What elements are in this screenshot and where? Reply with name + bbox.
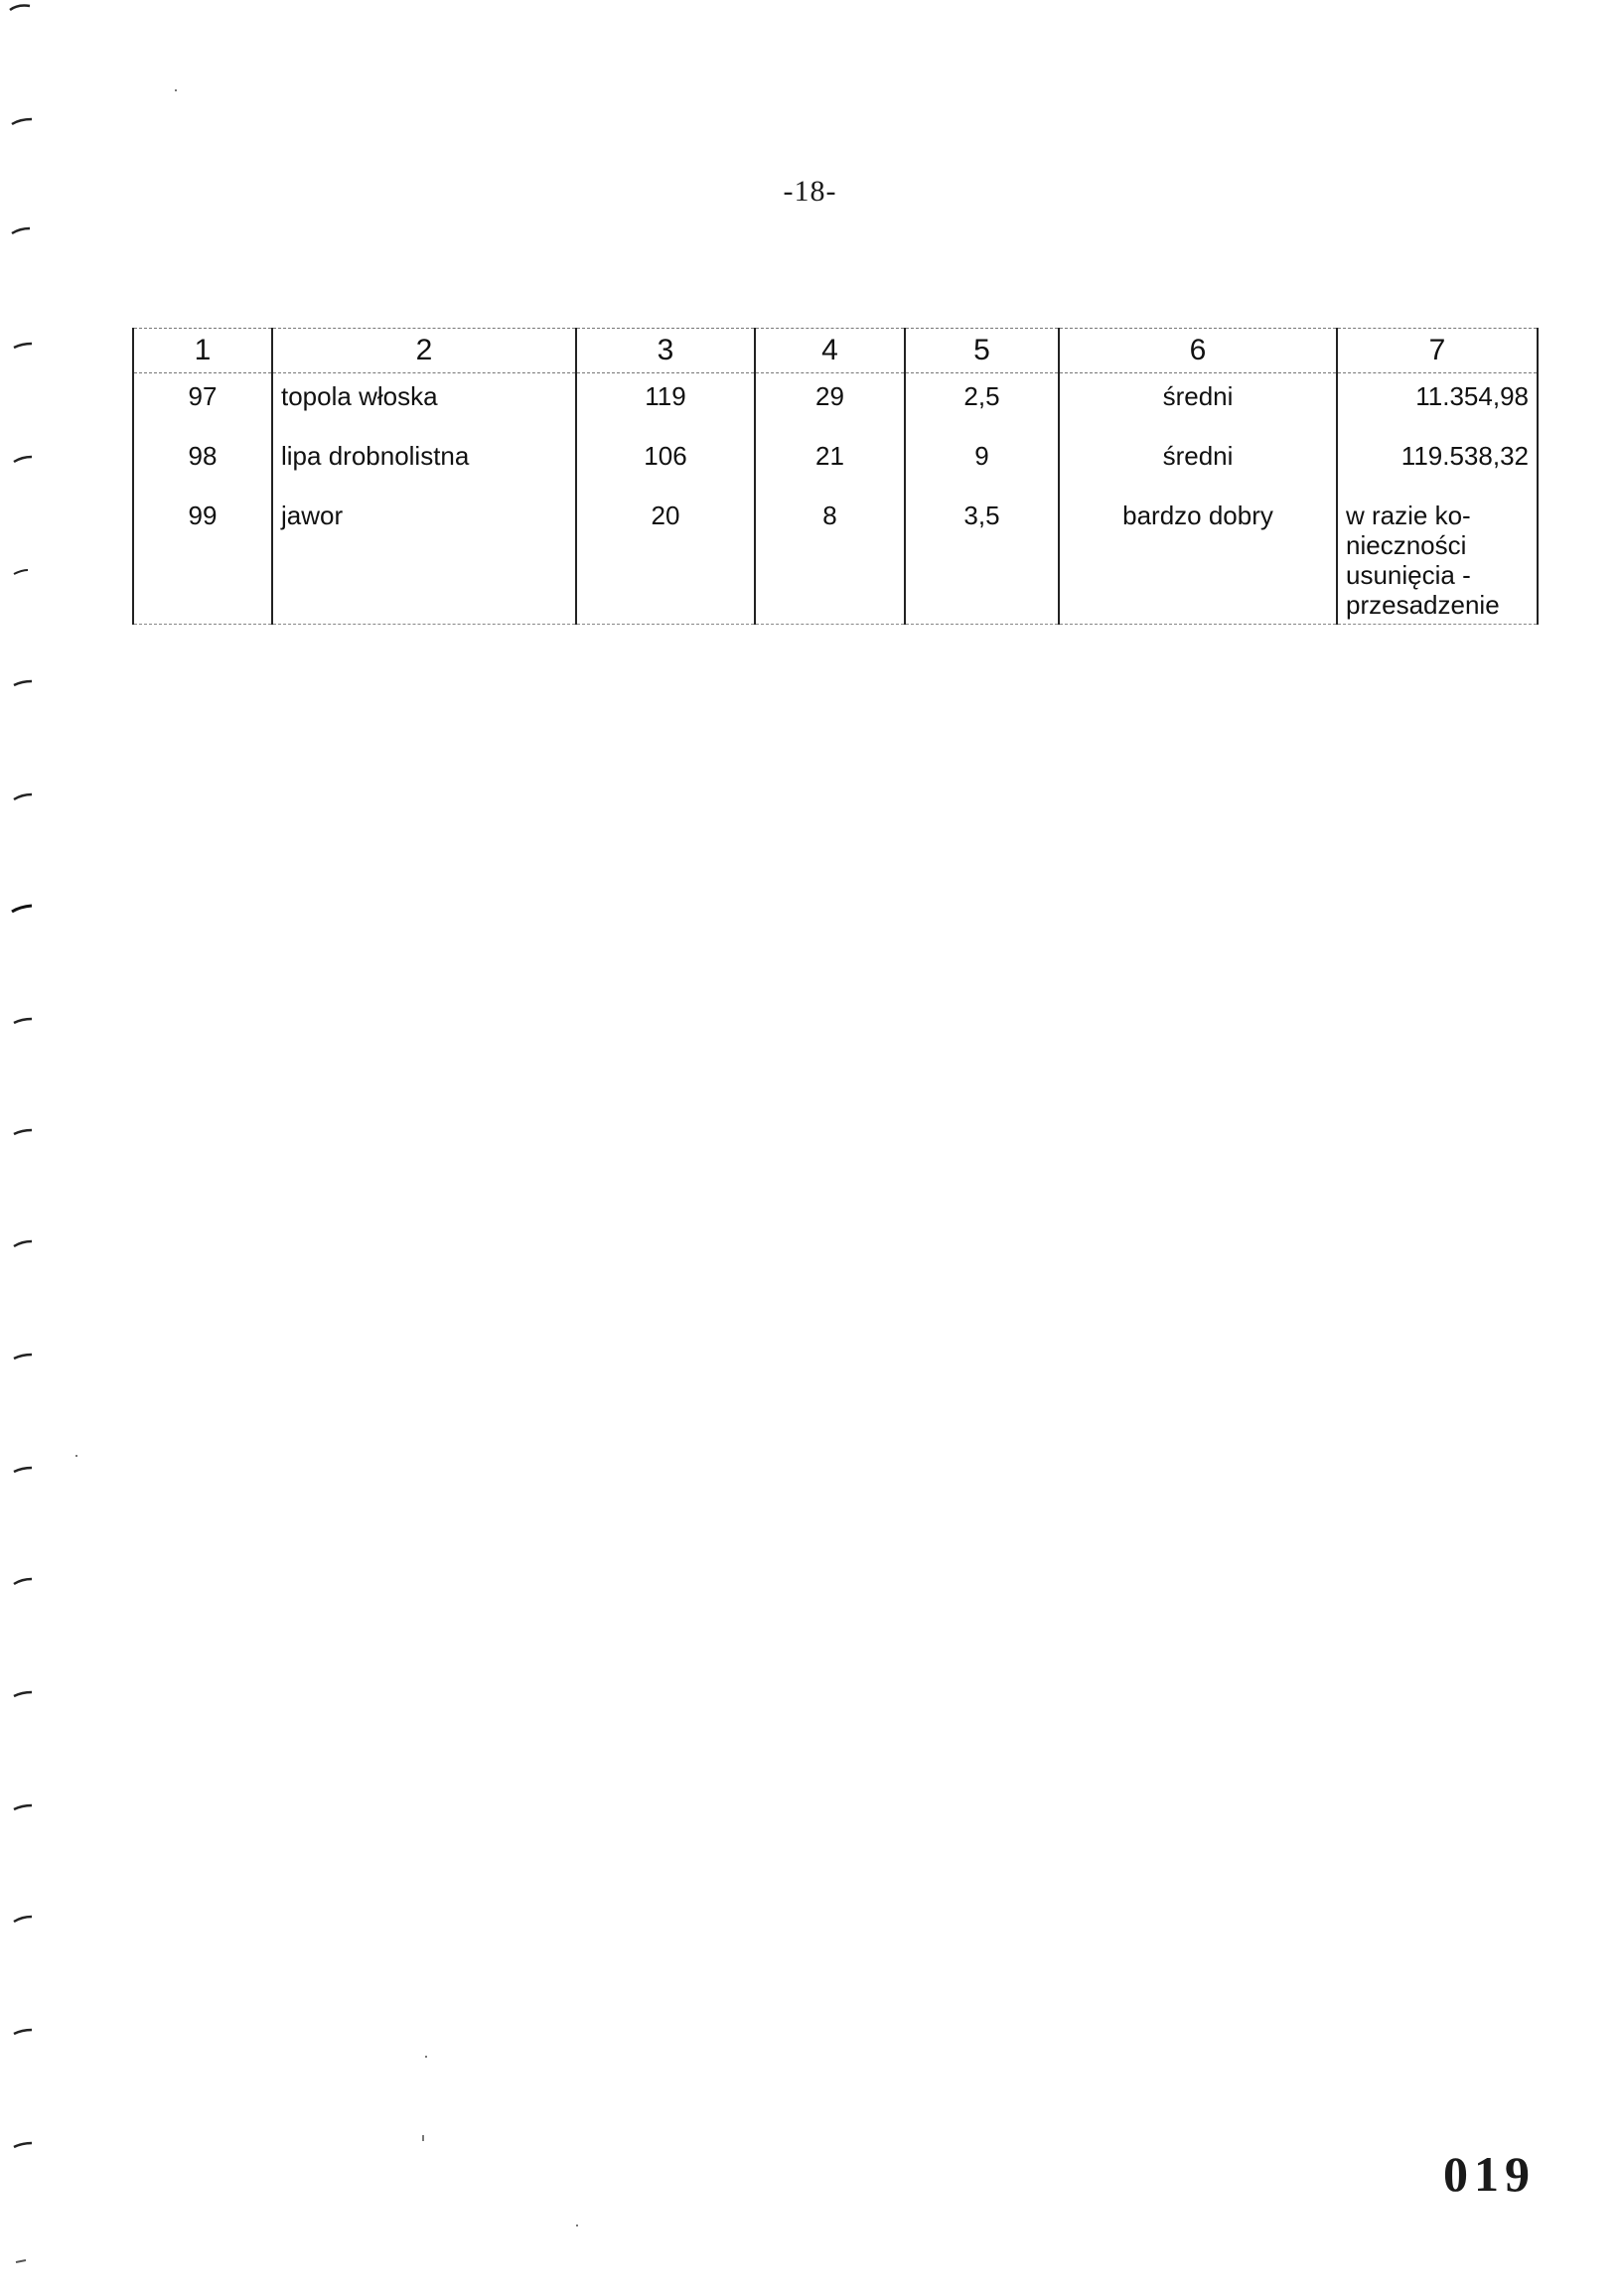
table-cell-value: 20 [576,493,755,625]
scan-speck [425,2056,427,2058]
table-cell-amount: 11.354,98 [1337,373,1538,434]
table-cell-value: 2,5 [905,373,1059,434]
page-number: -18- [783,175,837,208]
table-cell-value: 9 [905,433,1059,493]
scan-speck [75,1455,77,1457]
binder-margin-marks [0,0,60,2296]
table-cell-note: w razie ko- nieczności usunięcia - przesadzenie [1337,493,1538,625]
table-cell-species: lipa drobnolistna [272,433,576,493]
table-row [133,493,1538,625]
column-header: 6 [1059,329,1337,373]
table-cell-condition: średni [1059,373,1337,434]
table-cell-value: 119 [576,373,755,434]
table-cell-value: 8 [755,493,905,625]
table-cell-condition: bardzo dobry [1059,493,1337,625]
table-cell-number: 98 [133,433,272,493]
table-row [133,373,1538,434]
table-cell-number: 99 [133,493,272,625]
table-cell-number: 97 [133,373,272,434]
table-row [133,433,1538,493]
table-cell-amount: 119.538,32 [1337,433,1538,493]
table-cell-value: 21 [755,433,905,493]
table-cell-condition: średni [1059,433,1337,493]
column-header: 2 [272,329,576,373]
table-header-row [133,329,1538,373]
table-cell-value: 29 [755,373,905,434]
column-header: 1 [133,329,272,373]
table-cell-value: 106 [576,433,755,493]
scan-speck [175,89,177,91]
table-cell-species: jawor [272,493,576,625]
table-cell-species: topola włoska [272,373,576,434]
scan-speck [422,2135,424,2141]
document-stamp-number: 019 [1443,2146,1536,2202]
column-header: 3 [576,329,755,373]
scan-speck [576,2224,578,2226]
column-header: 4 [755,329,905,373]
column-header: 5 [905,329,1059,373]
table-cell-value: 3,5 [905,493,1059,625]
tree-inventory-table [132,328,1539,625]
column-header: 7 [1337,329,1538,373]
